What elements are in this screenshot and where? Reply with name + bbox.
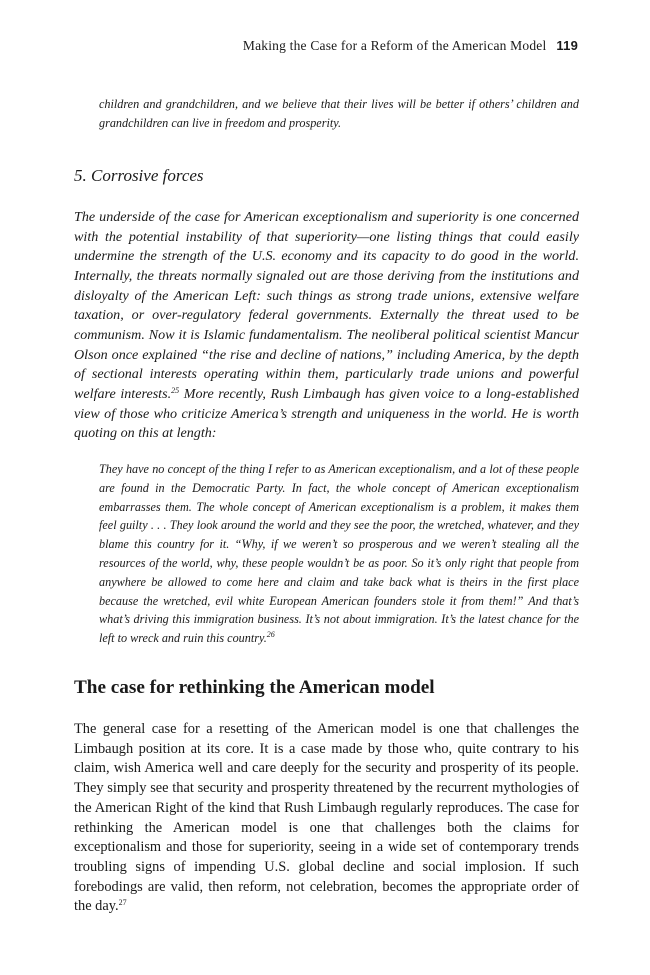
footnote-marker: 25	[171, 385, 180, 395]
paragraph-text-part2: More recently, Rush Limbaugh has given voice to a long-established view of those who criticize America’s strength and uniqueness in the world. He is worth quoting on this at length:	[74, 385, 579, 442]
footnote-marker: 26	[266, 630, 275, 640]
block-quote-top	[99, 95, 579, 133]
running-title: Making the Case for a Reform of the American Model	[242, 38, 547, 53]
block-quote-text: children and grandchildren, and we believe that their lives will be better if others’ children and grandchildren can live in freedom and prosperity.	[99, 97, 579, 130]
footnote-marker: 27	[118, 898, 127, 908]
section-heading-corrosive-forces: 5. Corrosive forces	[74, 166, 204, 185]
section-heading-rethinking: The case for rethinking the American model	[74, 677, 435, 698]
block-quote-limbaugh	[99, 460, 579, 648]
section-paragraph	[74, 208, 579, 444]
page-number: 119	[556, 38, 578, 53]
paragraph-text: The general case for a resetting of the American model is one that challenges the Limbaugh position at its core. It is a case made by those who, quite contrary to his claim, wish America well and care deeply for the security and prosperity of its people. They simply see that security and prosperity threatened by the recurrent mythologies of the American Right of the kind that Rush Limbaugh regularly reproduces. The case for rethinking the American model is one that challenges both the claims for exceptionalism and those for superiority, seeing in a wide set of contemporary trends troubling signs of impending U.S. global decline and social implosion. If such forebodings are valid, then reform, not celebration, becomes the appropriate order of the day.	[74, 721, 579, 915]
body-paragraph	[74, 720, 579, 917]
block-quote-text: They have no concept of the thing I refer to as American exceptionalism, and a lot of these people are found in the Democratic Party. In fact, the whole concept of American exceptionalism embarrasses them. The whole concept of American exceptionalism is a problem, it makes them feel guilty . . . They look around the world and they see the poor, the wretched, whatever, and they blame this country for it. “Why, if we weren’t so prosperous and we weren’t stealing all the resources of the world, why, these people wouldn’t be as poor. So it’s only right that people from anywhere be allowed to come here and claim and take back what is theirs in the first place because the wretched, evil white European American founders stole it from them!” And that’s what’s driving this immigration business. It’s not about immigration. It’s the latest chance for the left to wreck and ruin this country.	[99, 462, 579, 646]
running-header	[243, 38, 578, 54]
paragraph-text-part1: The underside of the case for American exceptionalism and superiority is one concerned with the potential instability of that superiority—one listing things that could easily undermine the strength of the U.S. economy and its capacity to do good in the world. Internally, the threats normally signaled out are those deriving from the institutions and disloyalty of the American Left: such things as strong trade unions, extensive welfare taxation, or over-regulatory federal governments. Externally the threat used to be communism. Now it is Islamic fundamentalism. The neoliberal political scientist Mancur Olson once explained “the rise and decline of nations,” including America, by the depth of sectional interests operating within them, particularly trade unions and powerful welfare interests.	[74, 209, 579, 402]
